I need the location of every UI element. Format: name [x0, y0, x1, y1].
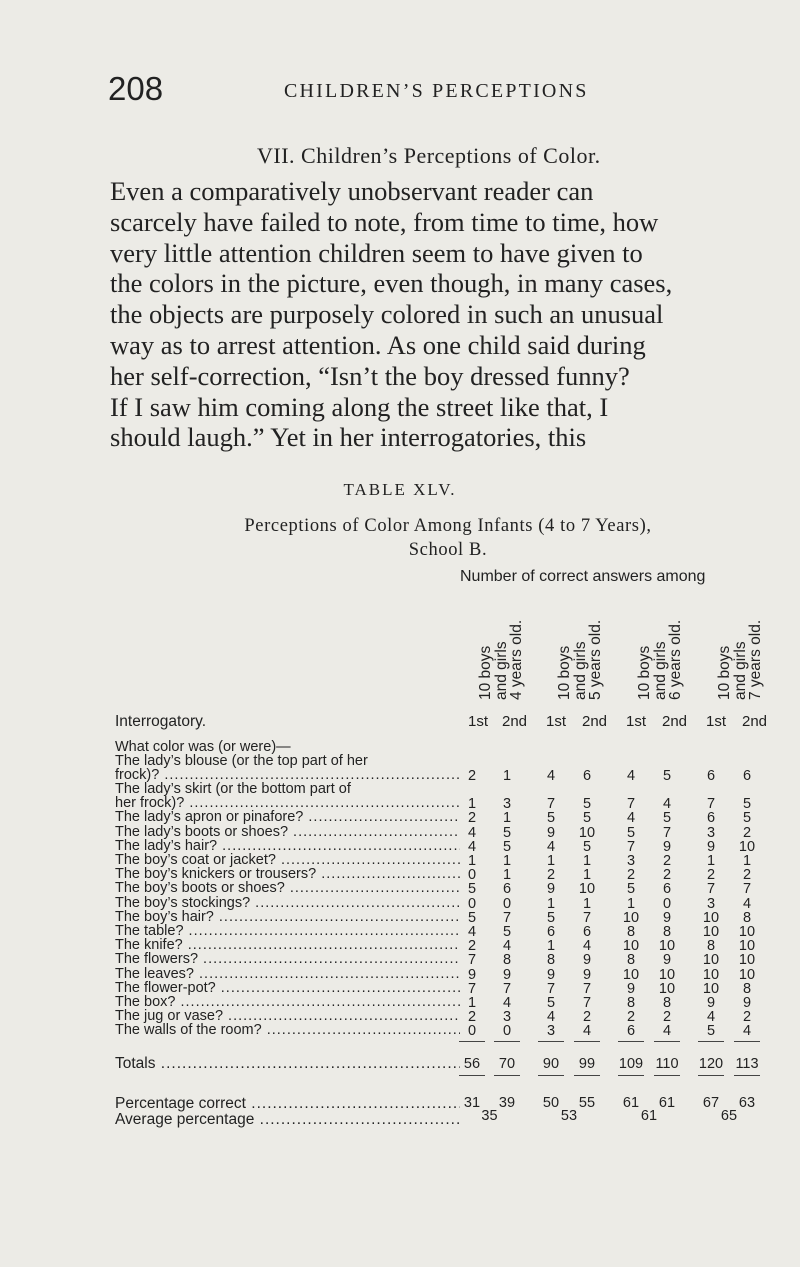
table-cell: 9: [502, 966, 512, 983]
body-line: scarcely have failed to note, from time to time, how: [110, 206, 659, 237]
body-line: very little attention children seem to have given to: [110, 237, 643, 268]
table-cell: 10: [658, 938, 676, 955]
table-cell: 4: [662, 1023, 672, 1040]
table-cell: 6: [662, 881, 672, 898]
table-cell: 7: [546, 980, 556, 997]
table-cell: 3: [502, 796, 512, 813]
table-cell: 10: [622, 938, 640, 955]
table-cell: 4: [467, 824, 477, 841]
table-cell: 5: [546, 810, 556, 827]
sum-rule: [618, 1041, 644, 1042]
table-cell: 6: [582, 923, 592, 940]
column-header: 2nd: [662, 713, 688, 730]
table-cell: 10: [702, 909, 720, 926]
sum-rule: [574, 1041, 600, 1042]
table-cell: 1: [582, 867, 592, 884]
body-line: Even a comparatively unobservant reader can: [110, 176, 594, 206]
row-label-text: frock)? .....: [115, 767, 460, 783]
table-cell: 4: [502, 938, 512, 955]
table-cell: 1: [502, 810, 512, 827]
row-label-text: The knife? .....: [115, 937, 460, 953]
table-cell: 10: [622, 909, 640, 926]
table-caption: [110, 514, 786, 562]
table-cell: 5: [582, 810, 592, 827]
row-label-text: The boy’s coat or jacket? .....: [115, 852, 460, 868]
table-cell: 10: [702, 923, 720, 940]
row-label-text: The boy’s stockings? .....: [115, 895, 460, 911]
column-header: 1st: [706, 713, 727, 730]
table-cell: 9: [467, 966, 477, 983]
group-header-4-years: [478, 590, 548, 700]
table-cell: 5: [706, 1023, 716, 1040]
table-cell: 10: [738, 938, 756, 955]
row-label-text: The table? .....: [115, 923, 460, 939]
table-cell: 2: [626, 1009, 636, 1026]
table-cell: 7: [546, 796, 556, 813]
percentage-label-text: Percentage correct .....: [115, 1095, 460, 1112]
table-row-label: [115, 1022, 460, 1038]
table-cell: 6: [546, 923, 556, 940]
table-cell: 1: [626, 895, 636, 912]
average-cell: 35: [481, 1107, 498, 1124]
percentage-cell: 39: [498, 1094, 516, 1111]
table-cell: 4: [546, 1009, 556, 1026]
table-cell: 5: [662, 767, 672, 784]
table-cell: 8: [742, 980, 752, 997]
table-cell: 6: [706, 810, 716, 827]
table-cell: 2: [626, 867, 636, 884]
total-cell: 90: [542, 1055, 560, 1072]
total-cell: 70: [498, 1055, 516, 1072]
running-head: [108, 70, 788, 110]
row-label-text: The boy’s hair? .....: [115, 909, 460, 925]
table-cell: 10: [702, 980, 720, 997]
table-caption-line: Perceptions of Color Among Infants (4 to 7 Years),: [244, 516, 652, 536]
average-cell: 53: [560, 1107, 578, 1124]
table-cell: 1: [467, 852, 477, 869]
total-cell: 113: [735, 1055, 759, 1072]
interrogatory-header: Interrogatory.: [115, 713, 207, 730]
group-header-line: 7 years old.: [747, 619, 764, 700]
table-cell: 4: [626, 810, 636, 827]
group-header-line: 10 boys: [636, 645, 653, 700]
table-cell: 6: [626, 1023, 636, 1040]
table-cell: 7: [706, 881, 716, 898]
table-cell: 3: [626, 852, 636, 869]
totals-rule: [459, 1075, 485, 1076]
table-cell: 8: [742, 909, 752, 926]
sum-rule: [734, 1041, 760, 1042]
column-header: 1st: [468, 713, 489, 730]
table-cell: 2: [706, 867, 716, 884]
table-cell: 9: [546, 824, 556, 841]
totals-label: [115, 1055, 460, 1073]
table-cell: 9: [706, 994, 716, 1011]
table-cell: 6: [706, 767, 716, 784]
table-cell: 2: [662, 1009, 672, 1026]
column-header: 2nd: [502, 713, 528, 730]
table-cell: 2: [662, 867, 672, 884]
table-cell: 1: [502, 867, 512, 884]
table-cell: 3: [706, 895, 716, 912]
table-cell: 5: [502, 923, 512, 940]
table-cell: 4: [467, 838, 477, 855]
sum-rule: [698, 1041, 724, 1042]
table-cell: 2: [467, 810, 477, 827]
table-cell: 10: [622, 966, 640, 983]
table-cell: 9: [706, 838, 716, 855]
table-cell: 2: [467, 938, 477, 955]
body-line: the colors in the picture, even though, in many cases,: [110, 268, 673, 299]
table-cell: 10: [702, 966, 720, 983]
row-label-text: The flower-pot? .....: [115, 980, 460, 996]
totals-label-text: Totals .....: [115, 1055, 460, 1072]
table-cell: 0: [502, 895, 512, 912]
group-header-line: 10 boys: [716, 645, 733, 700]
row-label-text: The boy’s boots or shoes? .....: [115, 880, 460, 896]
body-paragraph: [110, 176, 786, 453]
percentage-cell: 50: [542, 1094, 560, 1111]
row-label-text: The lady’s hair? .....: [115, 838, 460, 854]
total-cell: 56: [463, 1055, 481, 1072]
table-cell: 4: [662, 796, 672, 813]
group-header-6-years: [637, 590, 707, 700]
table-cell: 4: [546, 838, 556, 855]
total-cell: 109: [618, 1055, 644, 1072]
table-cell: 7: [467, 980, 477, 997]
table-cell: 5: [502, 838, 512, 855]
table-cell: 7: [582, 909, 592, 926]
table-cell: 9: [662, 909, 672, 926]
table-cell: 9: [546, 966, 556, 983]
running-title: CHILDREN’S PERCEPTIONS: [284, 80, 589, 102]
table-cell: 1: [582, 895, 592, 912]
table-cell: 6: [742, 767, 752, 784]
total-cell: 110: [655, 1055, 679, 1072]
table-cell: 7: [502, 909, 512, 926]
table-cell: 5: [546, 994, 556, 1011]
table-cell: 0: [662, 895, 672, 912]
row-label-text: The lady’s apron or pinafore? .....: [115, 809, 460, 825]
table-cell: 1: [546, 938, 556, 955]
table-cell: 1: [582, 852, 592, 869]
table-caption-line: School B.: [408, 540, 488, 560]
table-cell: 1: [546, 852, 556, 869]
group-header-line: and girls: [651, 641, 669, 700]
table-cell: 10: [738, 923, 756, 940]
sum-rule: [494, 1041, 520, 1042]
table-cell: 1: [546, 895, 556, 912]
row-label-text: The lady’s skirt (or the bottom part of: [115, 780, 351, 797]
table-cell: 7: [626, 796, 636, 813]
table-cell: 8: [626, 952, 636, 969]
group-header-line: 10 boys: [556, 645, 573, 700]
table-cell: 7: [626, 838, 636, 855]
table-cell: 5: [467, 881, 477, 898]
table-cell: 8: [546, 952, 556, 969]
totals-rule: [574, 1075, 600, 1076]
table-cell: 8: [626, 923, 636, 940]
percentage-cell: 31: [463, 1094, 481, 1111]
table-cell: 4: [626, 767, 636, 784]
table-cell: 6: [582, 767, 592, 784]
group-header-line: 4 years old.: [508, 619, 525, 700]
totals-rule: [734, 1075, 760, 1076]
table-cell: 7: [582, 980, 592, 997]
table-cell: 2: [742, 1009, 752, 1026]
totals-rule: [494, 1075, 520, 1076]
sum-rule: [654, 1041, 680, 1042]
table-cell: 9: [626, 980, 636, 997]
column-header: 1st: [546, 713, 567, 730]
table-cell: 7: [706, 796, 716, 813]
body-line: should laugh.” Yet in her interrogatories, this: [110, 422, 587, 453]
totals-rule: [538, 1075, 564, 1076]
table-cell: 3: [502, 1009, 512, 1026]
total-cell: 99: [578, 1055, 596, 1072]
average-label: [115, 1111, 460, 1129]
table-cell: 4: [706, 1009, 716, 1026]
sum-rule: [459, 1041, 485, 1042]
table-cell: 2: [662, 852, 672, 869]
percentage-cell: 67: [702, 1094, 720, 1111]
table-cell: 1: [467, 796, 477, 813]
sum-rule: [538, 1041, 564, 1042]
percentage-cell: 55: [578, 1094, 596, 1111]
table-cell: 0: [467, 867, 477, 884]
table-cell: 5: [582, 838, 592, 855]
table-cell: 9: [662, 952, 672, 969]
table-cell: 2: [467, 767, 477, 784]
table-cell: 2: [546, 867, 556, 884]
question-label: What color was (or were)—: [115, 739, 291, 755]
table-cell: 4: [742, 1023, 752, 1040]
body-line: her self-correction, “Isn’t the boy dressed funny?: [110, 360, 630, 391]
average-cell: 65: [720, 1107, 738, 1124]
table-cell: 10: [738, 966, 756, 983]
table-cell: 9: [582, 952, 592, 969]
table-cell: 4: [546, 767, 556, 784]
table-cell: 2: [742, 824, 752, 841]
table-cell: 1: [502, 767, 512, 784]
table-cell: 4: [582, 1023, 592, 1040]
column-header: 2nd: [582, 713, 608, 730]
percentage-cell: 63: [738, 1094, 756, 1111]
row-label-text: The flowers? .....: [115, 951, 460, 967]
body-line: way as to arrest attention. As one child said during: [110, 329, 646, 360]
table-cell: 4: [467, 923, 477, 940]
column-header: 2nd: [742, 713, 768, 730]
answers-header: Number of correct answers among: [460, 568, 706, 585]
body-line: the objects are purposely colored in such an unusual: [110, 299, 664, 330]
table-cell: 6: [502, 881, 512, 898]
table-cell: 4: [582, 938, 592, 955]
totals-rule: [618, 1075, 644, 1076]
table-cell: 1: [467, 994, 477, 1011]
table-cell: 5: [742, 796, 752, 813]
table-cell: 5: [467, 909, 477, 926]
table-cell: 5: [546, 909, 556, 926]
row-label-text: The walls of the room? .....: [115, 1022, 460, 1038]
table-cell: 2: [582, 1009, 592, 1026]
table-cell: 8: [662, 994, 672, 1011]
table-cell: 5: [662, 810, 672, 827]
table-cell: 0: [502, 1023, 512, 1040]
table-cell: 5: [742, 810, 752, 827]
table-cell: 1: [502, 852, 512, 869]
table-cell: 0: [467, 895, 477, 912]
table-cell: 9: [742, 994, 752, 1011]
table-cell: 10: [578, 881, 596, 898]
table-cell: 9: [582, 966, 592, 983]
table-cell: 4: [742, 895, 752, 912]
average-cell: 61: [640, 1107, 658, 1124]
row-label-text: her frock)? .....: [115, 795, 460, 811]
group-header-line: and girls: [571, 641, 589, 700]
table-cell: 9: [662, 838, 672, 855]
table-cell: 7: [502, 980, 512, 997]
table-cell: 2: [742, 867, 752, 884]
row-label-text: The lady’s blouse (or the top part of her: [115, 752, 368, 769]
row-label-text: The lady’s boots or shoes? .....: [115, 824, 460, 840]
group-header-line: and girls: [492, 641, 510, 700]
percentage-cell: 61: [622, 1094, 640, 1111]
table-cell: 10: [658, 966, 676, 983]
table-cell: 3: [706, 824, 716, 841]
table-cell: 5: [582, 796, 592, 813]
column-header: 1st: [626, 713, 647, 730]
table-cell: 10: [738, 952, 756, 969]
table-cell: 2: [467, 1009, 477, 1026]
table-cell: 3: [546, 1023, 556, 1040]
totals-rule: [698, 1075, 724, 1076]
table-cell: 5: [626, 824, 636, 841]
table-cell: 7: [742, 881, 752, 898]
table-cell: 10: [658, 980, 676, 997]
group-header-5-years: [557, 590, 627, 700]
row-label-text: The leaves? .....: [115, 966, 460, 982]
table-cell: 5: [502, 824, 512, 841]
group-header-line: and girls: [731, 641, 749, 700]
row-label-text: The jug or vase? .....: [115, 1008, 460, 1024]
table-cell: 5: [626, 881, 636, 898]
table-cell: 10: [738, 838, 756, 855]
body-line: If I saw him coming along the street like that, I: [110, 391, 609, 422]
row-label-text: The boy’s knickers or trousers? .....: [115, 866, 460, 882]
page-number: 208: [108, 70, 164, 107]
table-cell: 0: [467, 1023, 477, 1040]
totals-rule: [654, 1075, 680, 1076]
table-cell: 8: [662, 923, 672, 940]
table-cell: 1: [742, 852, 752, 869]
table-cell: 8: [706, 938, 716, 955]
table-cell: 10: [702, 952, 720, 969]
group-header-line: 5 years old.: [587, 619, 604, 700]
table-cell: 8: [502, 952, 512, 969]
table-number: TABLE XLV.: [343, 480, 457, 499]
table-cell: 7: [662, 824, 672, 841]
table-cell: 10: [578, 824, 596, 841]
group-header-line: 6 years old.: [667, 619, 684, 700]
total-cell: 120: [698, 1055, 724, 1072]
group-header-7-years: [717, 590, 787, 700]
row-label-text: The box? .....: [115, 994, 460, 1010]
table-cell: 8: [626, 994, 636, 1011]
table-cell: 7: [582, 994, 592, 1011]
group-header-line: 10 boys: [477, 645, 494, 700]
table-cell: 9: [546, 881, 556, 898]
section-title: VII. Children’s Perceptions of Color.: [257, 143, 601, 168]
percentage-cell: 61: [658, 1094, 676, 1111]
table-cell: 1: [706, 852, 716, 869]
average-label-text: Average percentage .....: [115, 1111, 460, 1128]
table-cell: 4: [502, 994, 512, 1011]
table-cell: 7: [467, 952, 477, 969]
